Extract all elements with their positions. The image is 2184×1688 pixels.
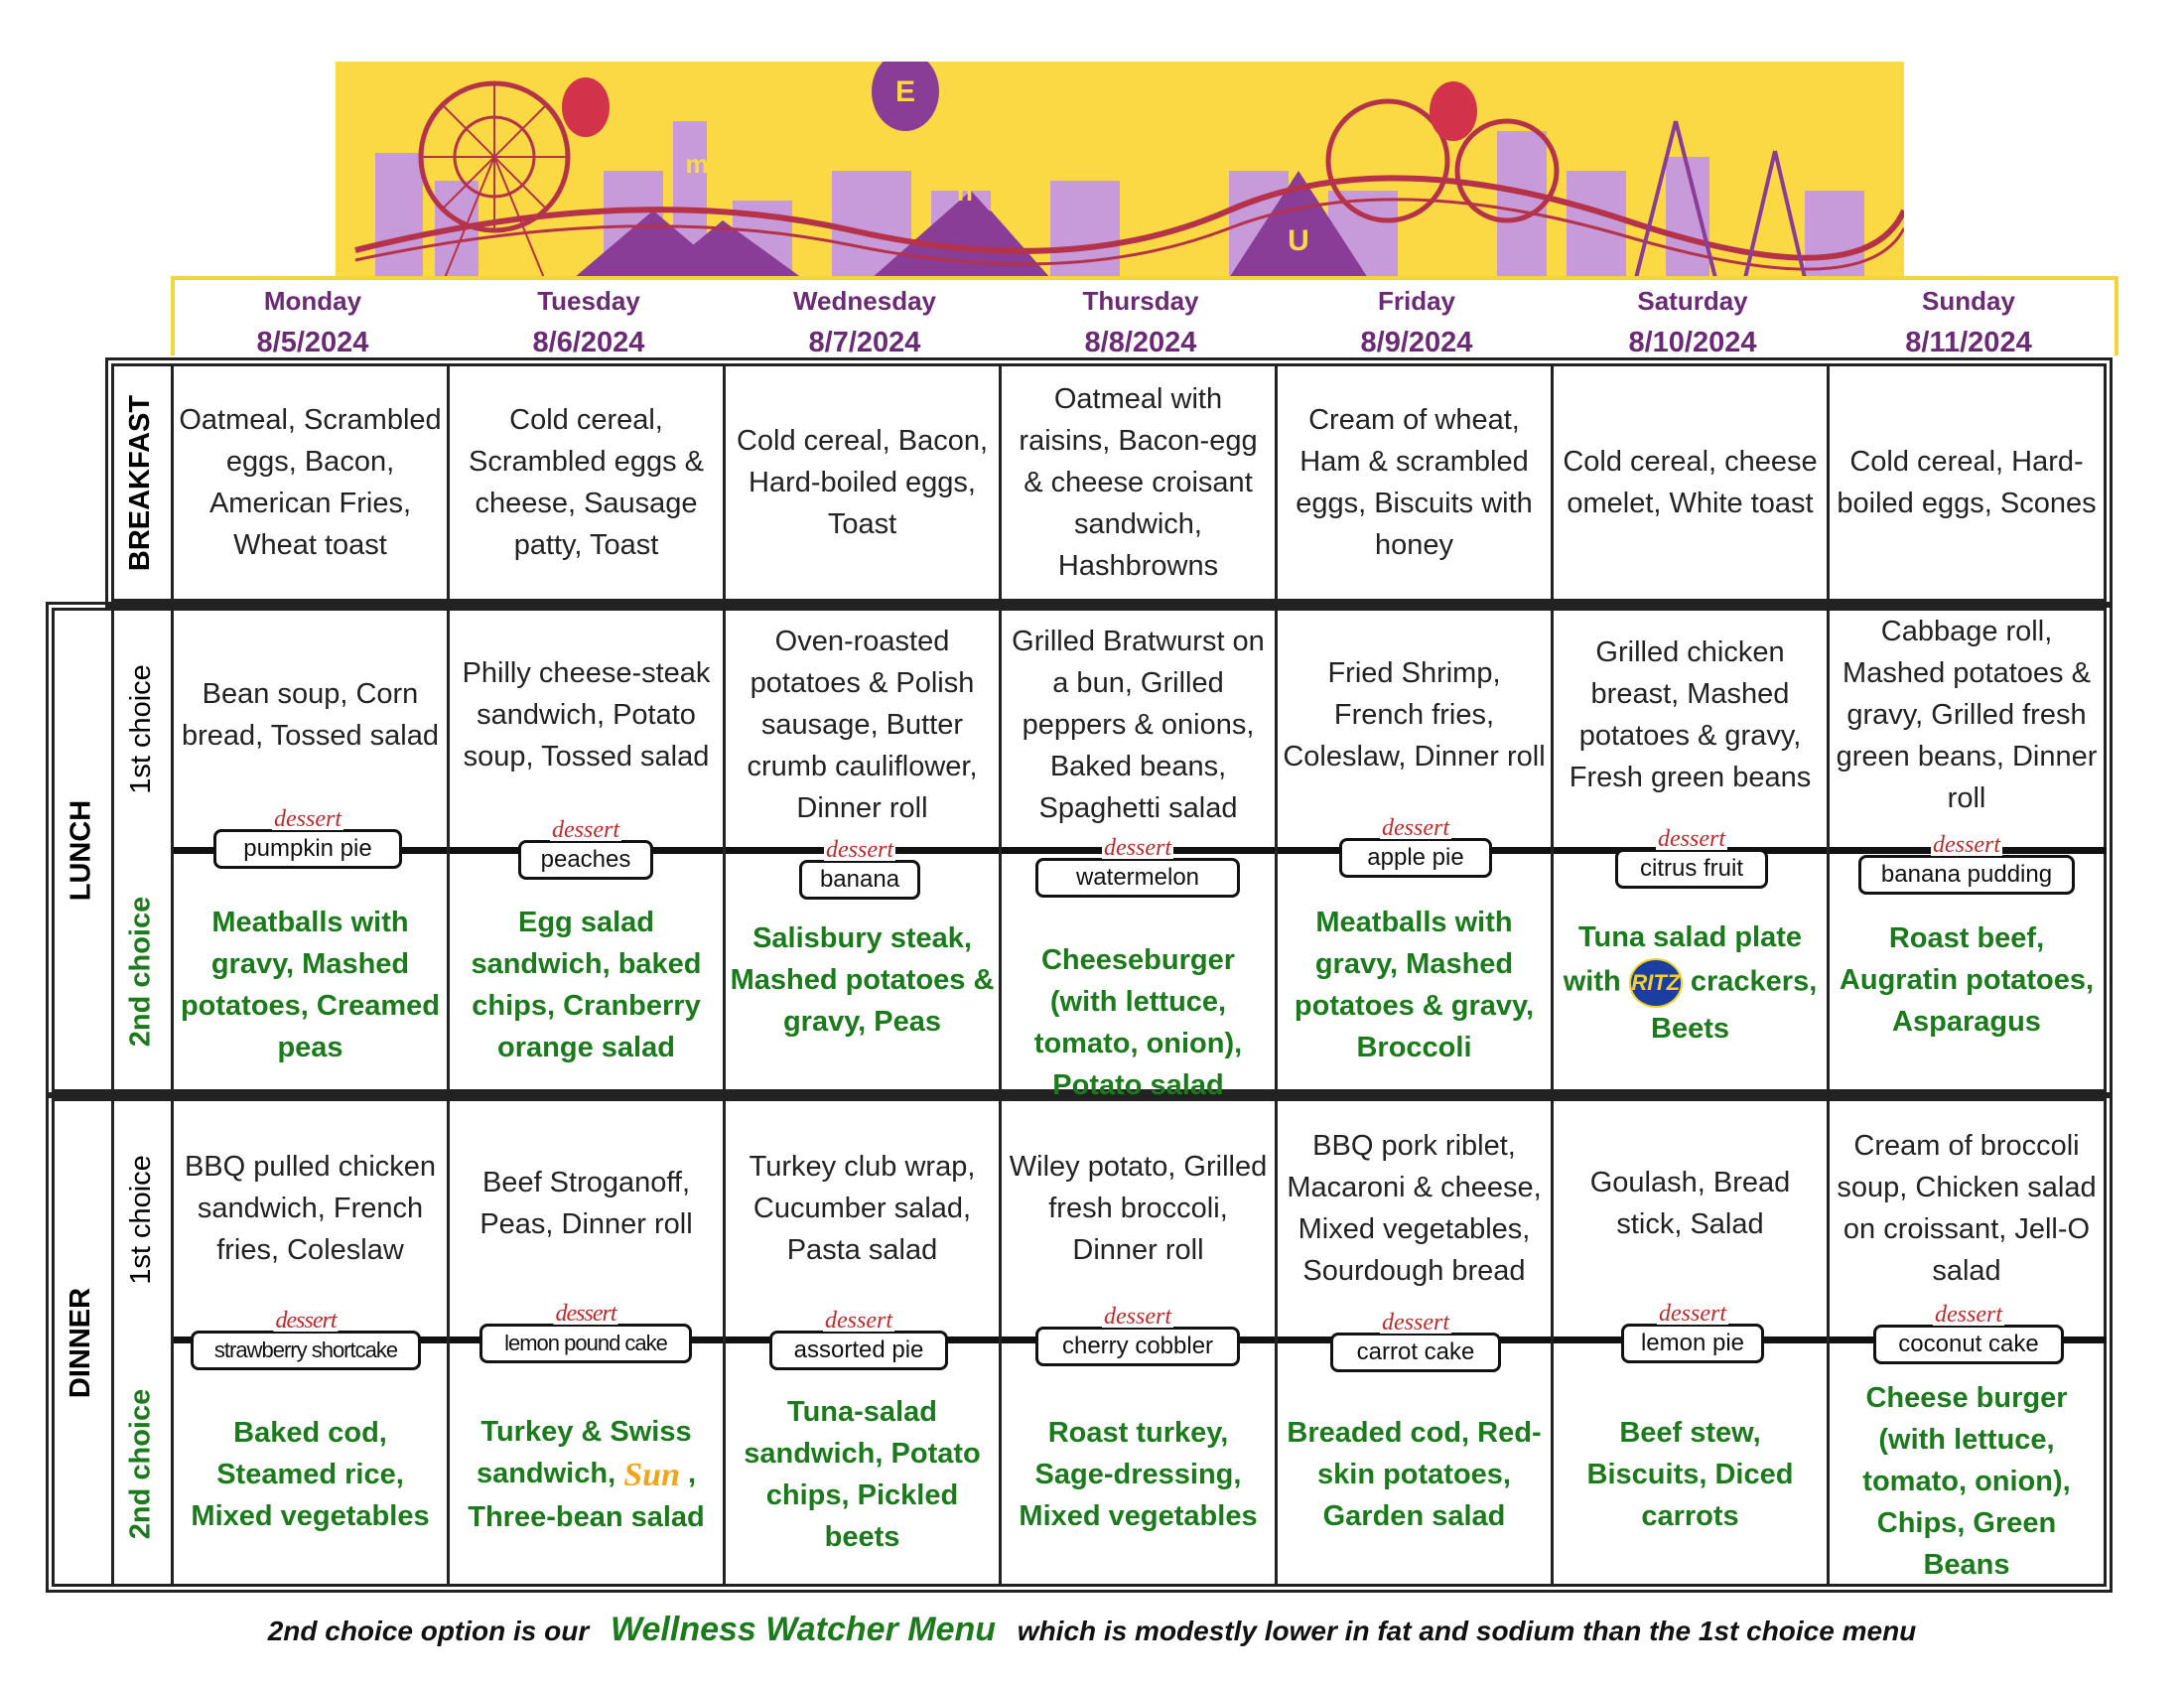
lunch-dessert-wednesday <box>799 837 920 900</box>
day-date: 8/7/2024 <box>808 327 921 358</box>
dinner-second-tuesday <box>450 1390 723 1559</box>
dinner-dessert-friday <box>1330 1310 1501 1372</box>
lunch-dessert-saturday <box>1615 826 1768 889</box>
lunch-first-wednesday: Oven-roasted potatoes & Polish sausage, Butter crumb cauliflower, Dinner roll <box>747 626 978 824</box>
dinner-label: DINNER <box>65 1287 97 1398</box>
lunch-second-monday: Meatballs with gravy, Mashed potatoes, Creamed peas <box>180 907 441 1063</box>
day-date: 8/9/2024 <box>1360 327 1473 358</box>
day-name: Saturday <box>1637 286 1748 316</box>
dinner-first-saturday: Goulash, Bread stick, Salad <box>1589 1167 1791 1240</box>
dessert-name: cherry cobbler <box>1061 1333 1214 1359</box>
breakfast-monday: Oatmeal, Scrambled eggs, Bacon, American Fries, Wheat toast <box>179 404 442 561</box>
dinner-dessert-wednesday <box>769 1308 948 1370</box>
day-header-row <box>171 276 2118 358</box>
day-date: 8/8/2024 <box>1084 327 1197 358</box>
lunch-dessert-friday <box>1339 815 1492 878</box>
footer-highlight: Wellness Watcher Menu <box>611 1611 997 1648</box>
banner-letter-m: m <box>685 149 709 179</box>
footer-note <box>0 1611 2184 1649</box>
dinner-first-wednesday: Turkey club wrap, Cucumber salad, Pasta salad <box>749 1151 976 1266</box>
day-name: Sunday <box>1922 286 2015 316</box>
dessert-name: lemon pound cake <box>504 1331 667 1355</box>
day-name: Monday <box>263 286 362 316</box>
dessert-label: dessert <box>552 817 619 843</box>
banner-letter-u: U <box>1288 224 1309 257</box>
dinner-second-monday: Baked cod, Steamed rice, Mixed vegetables <box>191 1417 430 1532</box>
day-header-thursday <box>1003 280 1279 359</box>
dessert-name: apple pie <box>1367 844 1464 871</box>
dinner-dessert-monday <box>191 1308 421 1370</box>
dessert-name: carrot cake <box>1356 1338 1475 1365</box>
day-date: 8/5/2024 <box>256 327 369 358</box>
footer-text: 2nd choice option is our <box>267 1616 590 1646</box>
sunchips-logo: Sun <box>623 1456 680 1493</box>
breakfast-tuesday: Cold cereal, Scrambled eggs & cheese, Sausage patty, Toast <box>469 404 704 561</box>
dinner-dessert-thursday <box>1035 1304 1240 1366</box>
breakfast-label: BREAKFAST <box>124 394 157 571</box>
breakfast-thursday: Oatmeal with raisins, Bacon-egg & cheese croisant sandwich, Hashbrowns <box>1019 383 1258 582</box>
dinner-second-wednesday: Tuna-salad sandwich, Potato chips, Pickled beets <box>744 1396 981 1553</box>
lunch-first-tuesday: Philly cheese-steak sandwich, Potato soup, Tossed salad <box>462 657 711 773</box>
dessert-label: dessert <box>825 1308 892 1334</box>
banner-letter-n: n <box>957 177 973 207</box>
lunch-second-saturday <box>1554 904 1827 1062</box>
dinner-second-friday: Breaded cod, Red-skin potatoes, Garden salad <box>1287 1417 1542 1532</box>
carnival-skyline-illustration <box>336 62 1904 278</box>
dinner-first-choice-label: 1st choice <box>124 1154 157 1285</box>
dessert-label: dessert <box>1935 1302 2002 1328</box>
lunch-dessert-thursday <box>1035 835 1240 898</box>
dessert-name: citrus fruit <box>1639 855 1743 882</box>
dinner-second-tuesday-text: Turkey & Swiss sandwich, <box>476 1416 692 1490</box>
day-date: 8/6/2024 <box>532 327 645 358</box>
day-header-monday <box>175 280 451 359</box>
lunch-first-saturday: Grilled chicken breast, Mashed potatoes & gravy, Fresh green beans <box>1569 636 1812 793</box>
lunch-label: LUNCH <box>65 799 97 901</box>
lunch-first-sunday: Cabbage roll, Mashed potatoes & gravy, Grilled fresh green beans, Dinner roll <box>1836 616 2098 814</box>
day-name: Wednesday <box>792 286 936 316</box>
dinner-second-sunday: Cheese burger (with lettuce, tomato, onion), Chips, Green Beans <box>1862 1382 2071 1581</box>
lunch-second-thursday: Cheeseburger (with lettuce, tomato, onion), Potato salad <box>1033 944 1243 1101</box>
dinner-first-thursday: Wiley potato, Grilled fresh broccoli, Dinner roll <box>1009 1151 1268 1266</box>
day-date: 8/11/2024 <box>1905 327 2032 358</box>
ritz-logo: RITZ <box>1629 958 1683 1008</box>
dessert-label: dessert <box>1933 832 2000 858</box>
lunch-first-monday: Bean soup, Corn bread, Tossed salad <box>181 678 440 752</box>
dessert-name: coconut cake <box>1898 1331 2039 1357</box>
day-name: Tuesday <box>537 286 640 316</box>
dinner-second-tuesday-text: , Three-bean salad <box>468 1458 705 1533</box>
dessert-label: dessert <box>274 806 341 832</box>
dessert-name: peaches <box>540 846 631 873</box>
dinner-first-tuesday: Beef Stroganoff, Peas, Dinner roll <box>479 1167 693 1240</box>
dessert-label: dessert <box>1659 1301 1726 1327</box>
lunch-first-choice-label: 1st choice <box>124 664 157 794</box>
lunch-dessert-tuesday <box>518 817 653 880</box>
day-name: Thursday <box>1082 286 1199 316</box>
dessert-label: dessert <box>275 1308 337 1334</box>
lunch-second-choice-label: 2nd choice <box>124 896 157 1048</box>
lunch-second-tuesday: Egg salad sandwich, baked chips, Cranberry orange salad <box>471 907 702 1063</box>
day-date: 8/10/2024 <box>1628 327 1757 358</box>
dinner-dessert-saturday <box>1621 1301 1764 1363</box>
day-name: Friday <box>1377 286 1456 316</box>
day-header-saturday <box>1555 280 1831 359</box>
lunch-first-thursday: Grilled Bratwurst on a bun, Grilled peppers & onions, Baked beans, Spaghetti salad <box>1012 626 1265 824</box>
breakfast-wednesday: Cold cereal, Bacon, Hard-boiled eggs, Toast <box>736 425 989 540</box>
dessert-label: dessert <box>826 837 893 863</box>
dessert-name: strawberry shortcake <box>213 1337 398 1362</box>
dessert-label: dessert <box>1382 1310 1449 1336</box>
dessert-label: dessert <box>1104 1304 1171 1330</box>
dessert-name: banana <box>819 866 900 893</box>
dinner-dessert-sunday <box>1873 1302 2064 1364</box>
dessert-name: assorted pie <box>793 1336 924 1363</box>
footer-text: which is modestly lower in fat and sodium than the 1st choice menu <box>1017 1616 1917 1646</box>
dessert-label: dessert <box>1382 815 1449 841</box>
dinner-second-thursday: Roast turkey, Sage-dressing, Mixed vegetables <box>1019 1417 1258 1532</box>
lunch-first-friday: Fried Shrimp, French fries, Coleslaw, Dinner roll <box>1283 657 1546 773</box>
dinner-second-choice-label: 2nd choice <box>124 1388 157 1539</box>
day-header-sunday <box>1831 280 2107 359</box>
day-header-wednesday <box>727 280 1003 359</box>
lunch-dessert-monday <box>213 806 402 869</box>
dessert-name: banana pudding <box>1880 861 2053 888</box>
lunch-second-sunday: Roast beef, Augratin potatoes, Asparagus <box>1839 922 2095 1038</box>
banner-letter-e: E <box>894 75 916 108</box>
dessert-label: dessert <box>1658 826 1725 852</box>
breakfast-saturday: Cold cereal, cheese omelet, White toast <box>1563 446 1818 519</box>
dinner-first-monday: BBQ pulled chicken sandwich, French fries, Coleslaw <box>184 1151 437 1266</box>
dessert-name: pumpkin pie <box>243 835 372 862</box>
breakfast-friday: Cream of wheat, Ham & scrambled eggs, Biscuits with honey <box>1296 404 1533 561</box>
dinner-second-saturday: Beef stew, Biscuits, Diced carrots <box>1586 1417 1794 1532</box>
lunch-second-wednesday: Salisbury steak, Mashed potatoes & gravy, Peas <box>730 922 995 1038</box>
dinner-first-friday: BBQ pork riblet, Macaroni & cheese, Mixed vegetables, Sourdough bread <box>1287 1130 1542 1287</box>
lunch-second-saturday-text: Tuna salad plate with <box>1563 921 1803 998</box>
lunch-second-friday: Meatballs with gravy, Mashed potatoes & gravy, Broccoli <box>1294 907 1535 1063</box>
dessert-name: watermelon <box>1075 864 1200 891</box>
dessert-label: dessert <box>555 1301 616 1327</box>
day-header-tuesday <box>451 280 727 359</box>
dessert-label: dessert <box>1104 835 1171 861</box>
lunch-second-saturday-text: crackers, Beets <box>1651 965 1818 1045</box>
lunch-dessert-sunday <box>1858 832 2075 895</box>
dinner-dessert-tuesday <box>479 1301 692 1363</box>
day-header-friday <box>1279 280 1555 359</box>
dinner-first-sunday: Cream of broccoli soup, Chicken salad on croissant, Jell-O salad <box>1837 1130 2097 1287</box>
dessert-name: lemon pie <box>1640 1330 1745 1356</box>
header-banner <box>336 62 1904 278</box>
breakfast-sunday: Cold cereal, Hard-boiled eggs, Scones <box>1837 446 2097 519</box>
